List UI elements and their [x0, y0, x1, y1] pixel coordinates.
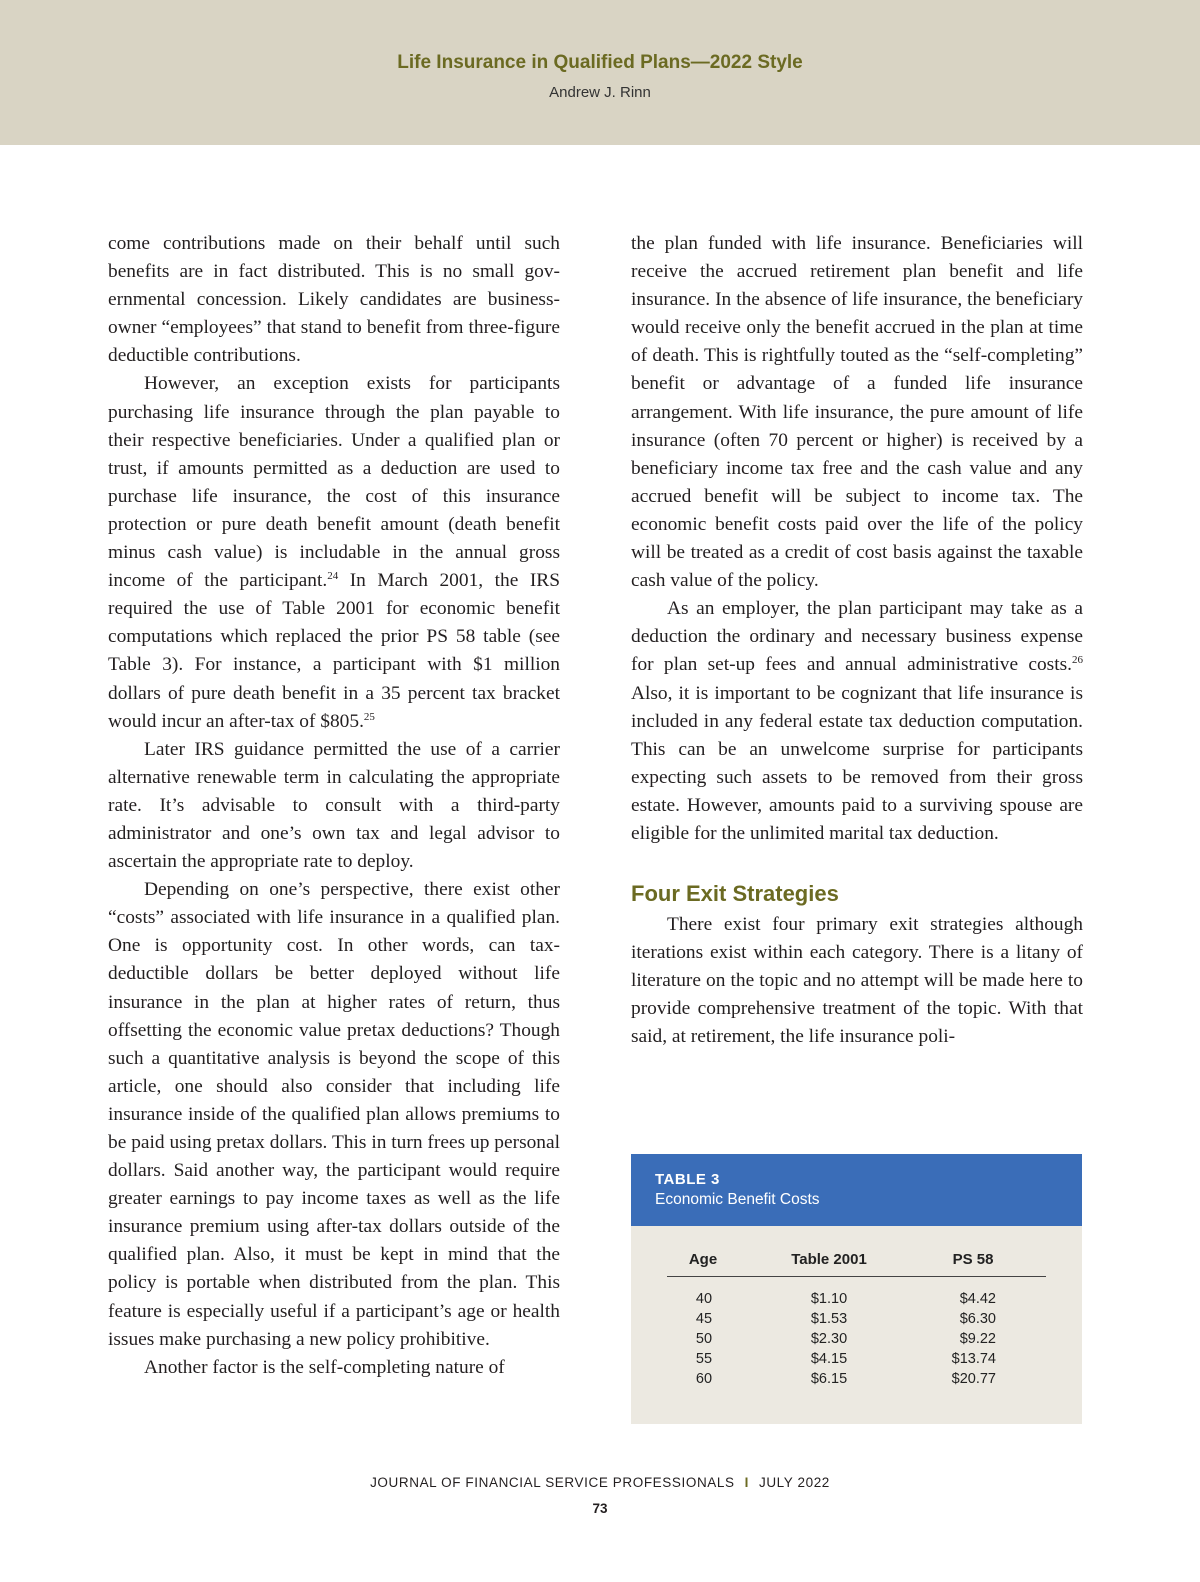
table-cell: 60	[695, 1371, 713, 1387]
issue-date: JULY 2022	[758, 1475, 830, 1490]
table-cell: $4.42	[959, 1291, 996, 1307]
table-cell: $6.15	[810, 1371, 848, 1387]
table-cell: $20.77	[951, 1371, 996, 1387]
article-title: Life Insurance in Qualified Plans—2022 Style	[397, 52, 803, 73]
page-header	[0, 0, 1200, 145]
table-cell: 45	[695, 1311, 713, 1327]
left-column	[108, 230, 560, 1382]
table-cell: $2.30	[810, 1331, 848, 1347]
table-3	[631, 1154, 1082, 1424]
table-divider	[667, 1276, 1046, 1277]
right-paragraph-2-text-b: Also, it is important to be cognizant that life insurance is included in any federal estate tax deduction computation. This can be an unwelcome surprise for participants expecting such assets to be removed from their gross estate. However, amounts paid to a surviving spouse are eligible for the unlimited marital tax deduction.	[631, 682, 1083, 844]
footnote-ref-24: 24	[327, 570, 339, 583]
column-header-ps-58: PS 58	[952, 1251, 994, 1268]
page-number: 73	[592, 1501, 608, 1516]
left-paragraph-4: Depending on one’s perspective, there exist other “costs” associated with life insurance in a qualified plan. One is opportunity cost. In other words, can tax-deductible dollars be better deployed without life insurance in the plan at higher rates of return, thus offsetting the economic value pretax deductions? Though such a quantitative analysis is beyond the scope of this article, one should also consider that including life insurance inside of the qualified plan allows premiums to be paid using pretax dollars. This in turn frees up personal dollars. Said another way, the participant would require greater earnings to pay income taxes as well as the life insurance premium using after-tax dollars outside of the qualified plan. Also, it must be kept in mind that the policy is portable when distributed from the plan. This feature is especially useful if a participant’s age or health issues make purchasing a new policy prohibitive.	[108, 879, 560, 1350]
table-cell: $13.74	[951, 1351, 996, 1367]
left-paragraph-2-text-a: However, an exception exists for participants purchasing life insurance through the plan payable to their respective beneficiaries. Under a qualified plan or trust, if amounts permitted as a deduction are used to purchase life insurance, the cost of this insurance protection or pure death benefit amount (death benefit minus cash value) is includable in the annual gross income of the participant.	[108, 373, 560, 592]
footnote-ref-25: 25	[363, 710, 375, 723]
right-column	[631, 230, 1083, 1052]
table-cell: 40	[695, 1291, 713, 1307]
table-cell: $1.53	[810, 1311, 848, 1327]
table-label: TABLE 3	[655, 1171, 720, 1188]
table-cell: 50	[695, 1331, 713, 1347]
table-cell: 55	[695, 1351, 713, 1367]
left-paragraph-1: come contributions made on their behalf until such benefits are in fact distributed. This is no small governmental concession. Likely candidates are business-owner “employees” that stand to benefit from three-figure deductible contributions.	[108, 233, 560, 367]
left-paragraph-3: Later IRS guidance permitted the use of a carrier alternative renewable term in calculating the appropriate rate. It’s advisable to consult with a third-party administrator and one’s own tax and legal advisor to ascertain the appropriate rate to deploy.	[108, 738, 560, 873]
table-cell: $1.10	[810, 1291, 848, 1307]
table-header-band	[631, 1154, 1082, 1226]
journal-name: JOURNAL OF FINANCIAL SERVICE PROFESSIONALS	[370, 1475, 735, 1490]
footer-separator: I	[744, 1475, 749, 1490]
right-paragraph-2-text-a: As an employer, the plan participant may take as a deduction the ordinary and necessary business expense for plan set-up fees and annual administrative costs.	[631, 598, 1083, 676]
column-header-age: Age	[688, 1251, 718, 1268]
left-paragraph-5: Another factor is the self-completing nature of	[144, 1356, 505, 1378]
table-cell: $4.15	[810, 1351, 848, 1367]
right-paragraph-2	[631, 595, 1083, 848]
footnote-ref-26: 26	[1072, 654, 1083, 667]
table-cell: $6.30	[959, 1311, 996, 1327]
table-cell: $9.22	[959, 1331, 996, 1347]
journal-footer	[0, 1475, 1200, 1490]
right-paragraph-3: There exist four primary exit strategies although iterations exist within each category. There is a litany of literature on the topic and no attempt will be made here to provide comprehensive treatment of the topic. With that said, at retirement, the life insurance poli-	[631, 914, 1083, 1048]
left-paragraph-2	[108, 370, 560, 735]
left-paragraph-2-text-b: In March 2001, the IRS required the use of Table 2001 for economic benefit computations which replaced the prior PS 58 table (see Table 3). For instance, a participant with $1 million dollars of pure death benefit in a 35 percent tax bracket would incur an after-tax of $805.	[108, 570, 560, 732]
table-caption: Economic Benefit Costs	[655, 1191, 820, 1208]
article-author: Andrew J. Rinn	[549, 84, 651, 101]
section-heading: Four Exit Strategies	[631, 881, 839, 907]
right-paragraph-1: the plan funded with life insurance. Beneficiaries will receive the accrued retirement plan benefit and life insurance. In the absence of life insurance, the beneficiary would receive only the benefit accrued in the plan at time of death. This is rightfully touted as the “self-completing” benefit or advantage of a funded life insurance arrangement. With life insurance, the pure amount of life insurance (often 70 percent or higher) is received by a beneficiary income tax free and the cash value and any accrued benefit will be subject to income tax. The economic benefit costs paid over the life of the policy will be treated as a credit of cost basis against the taxable cash value of the policy.	[631, 233, 1083, 592]
column-header-table-2001: Table 2001	[791, 1251, 867, 1268]
